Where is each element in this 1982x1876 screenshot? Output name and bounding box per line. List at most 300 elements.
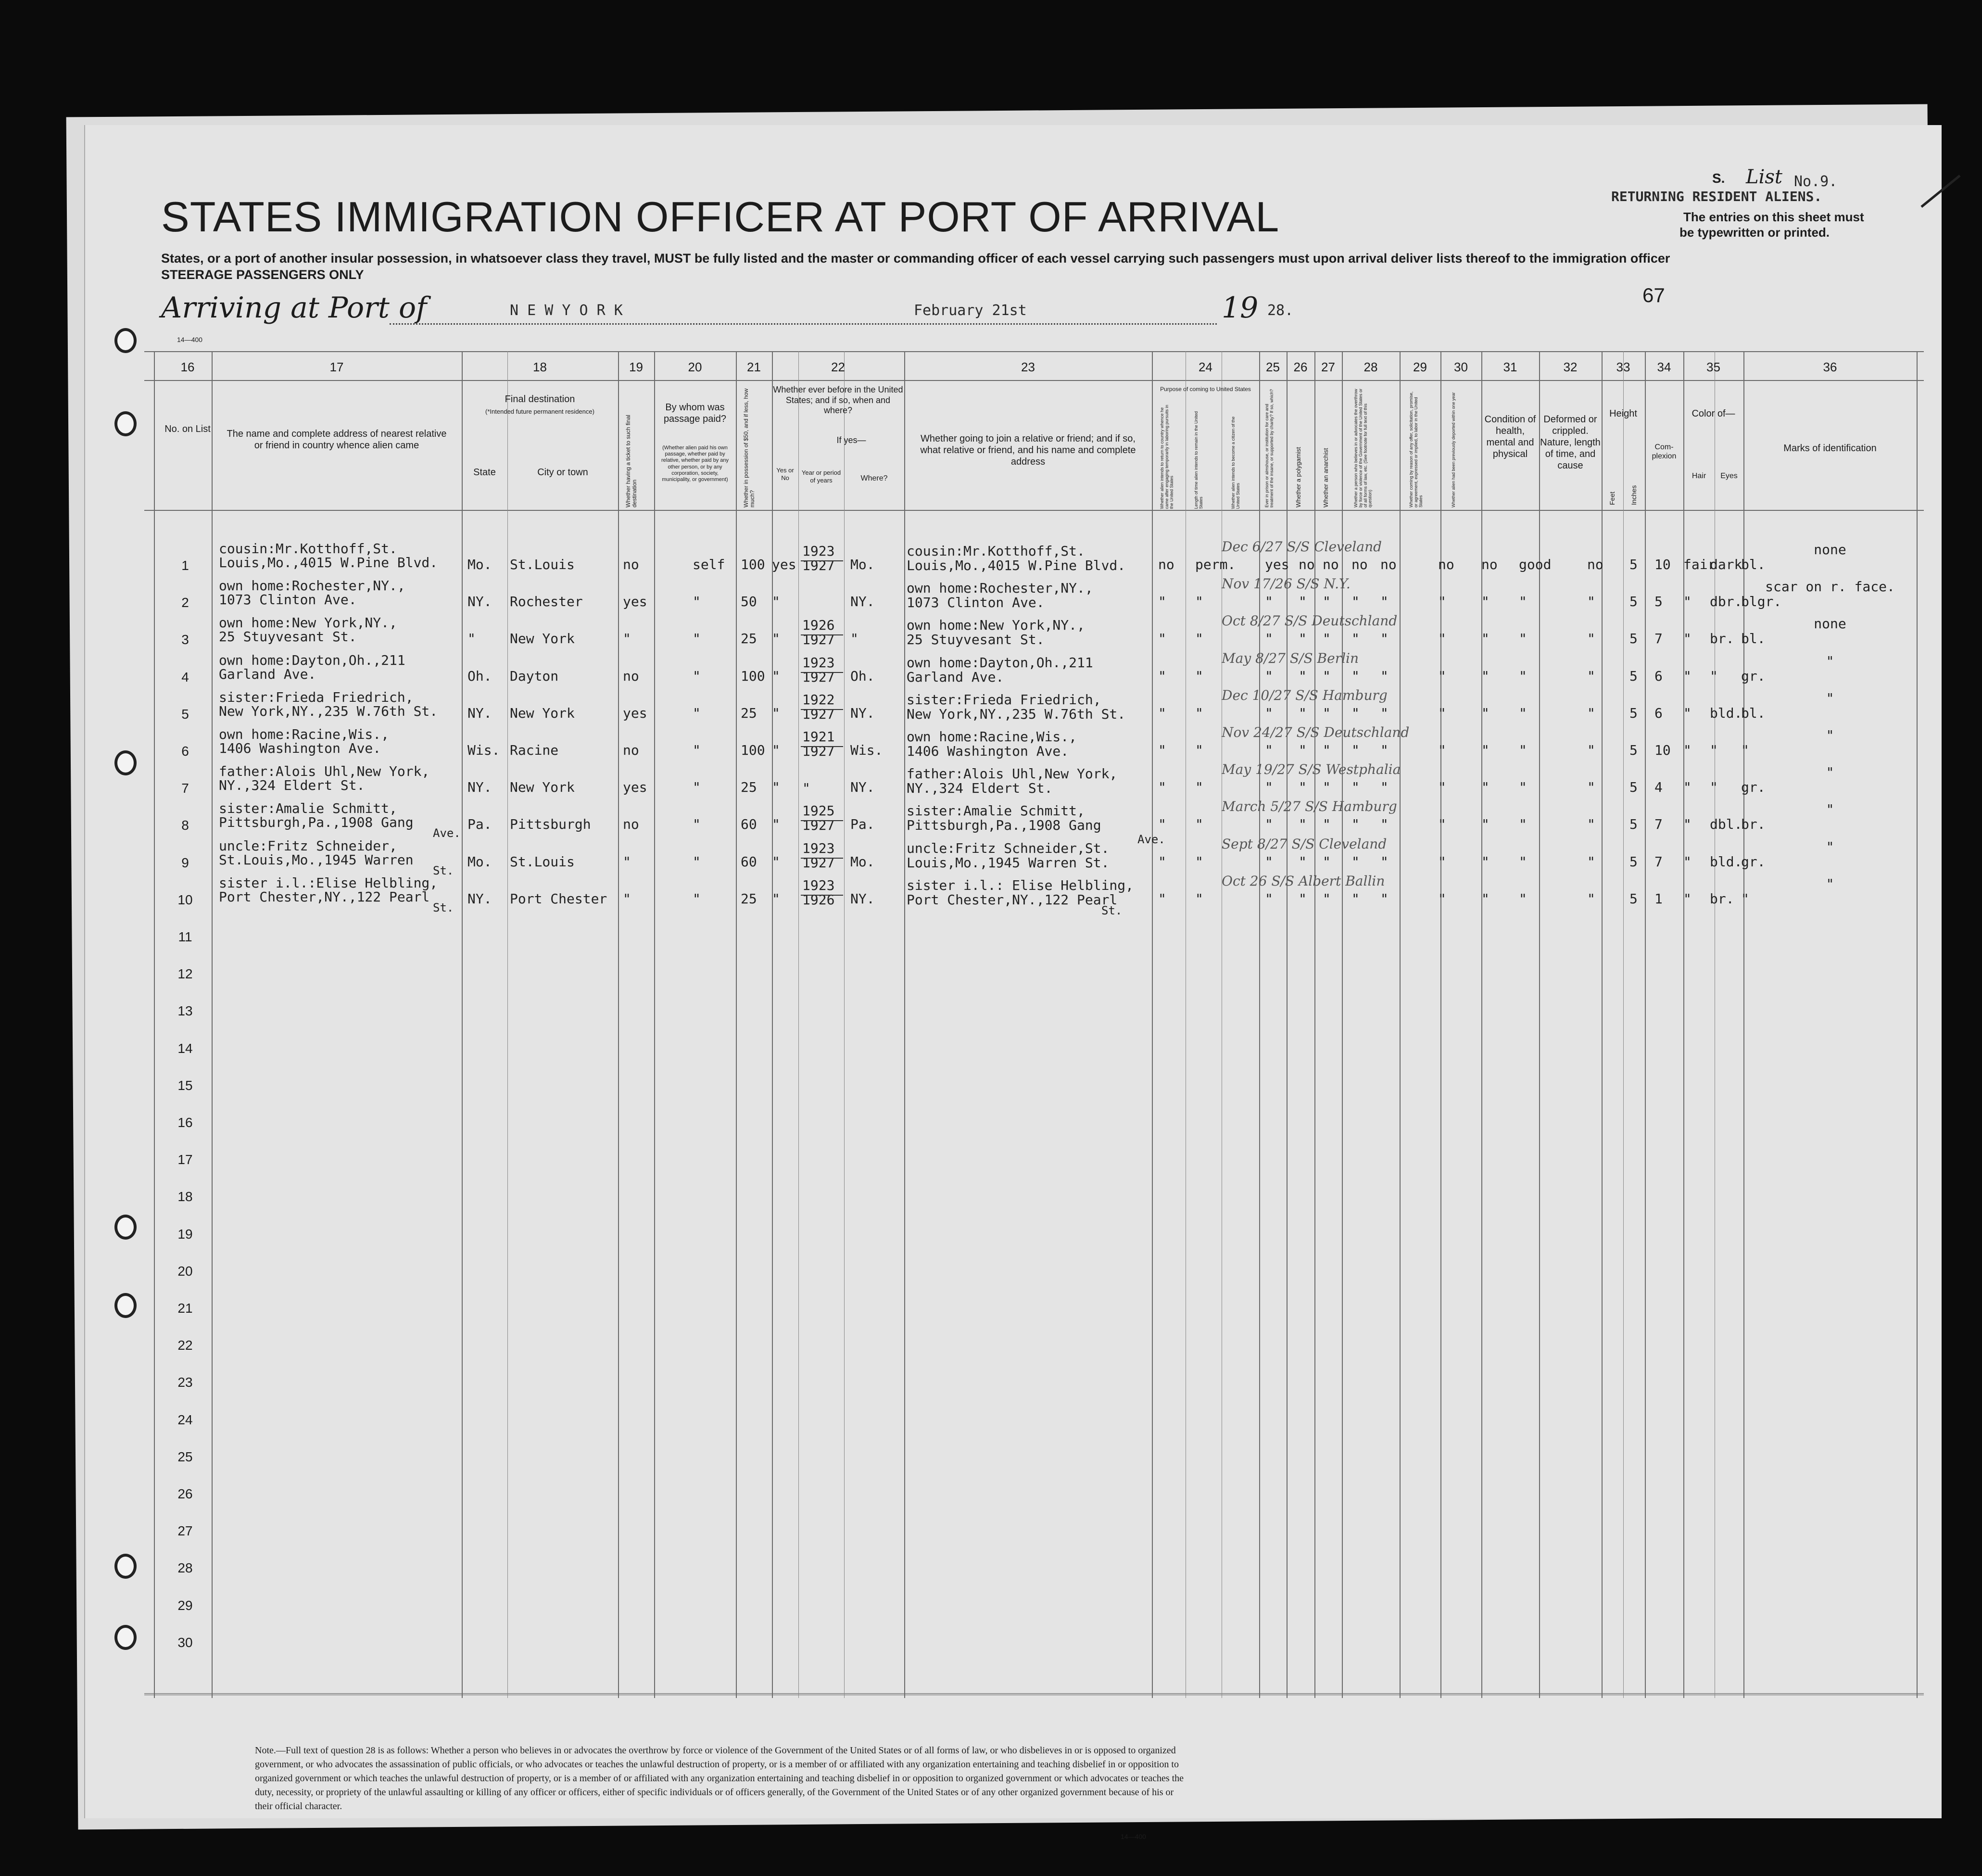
cell-relative-line-2: Pittsburgh,Pa.,1908 Gang <box>219 814 414 831</box>
cell-ever-before: " <box>772 668 780 684</box>
handwritten-annotation: Oct 26 S/S Albert Ballin <box>1222 873 1385 889</box>
cell-eye-color: bl. <box>1741 631 1766 647</box>
row-number: 14 <box>177 1040 193 1056</box>
cell-dest-state: NY. <box>467 594 492 610</box>
cell-ever-before: " <box>772 816 780 833</box>
header-deported: Whether alien had been previously deported within one year <box>1451 392 1456 507</box>
cell-join-line-2: Louis,Mo.,1945 Warren St. <box>907 854 1110 871</box>
cell-ticket: yes <box>623 779 647 796</box>
cell-return-intent: " <box>1158 668 1166 684</box>
row-number: 7 <box>181 781 189 796</box>
year-prefix: 19 <box>1222 291 1259 325</box>
cell-money: 100 <box>741 557 765 572</box>
cell-join-line-1b: Ave. <box>1137 832 1165 846</box>
cell-labor-offer: " <box>1438 631 1446 647</box>
cell-dest-city: St.Louis <box>510 557 575 572</box>
cell-complexion: " <box>1683 631 1692 647</box>
header-complexion: Com-plexion <box>1652 443 1677 461</box>
cell-prison: " <box>1299 853 1307 870</box>
cell-deported: " <box>1481 816 1490 833</box>
cell-q28: " <box>1380 853 1389 870</box>
cell-labor-offer: " <box>1438 816 1446 833</box>
cell-where-before: Pa. <box>850 816 875 833</box>
cell-deported: " <box>1481 853 1490 870</box>
cell-q28: " <box>1380 779 1389 796</box>
cell-dest-state: Oh. <box>467 668 492 684</box>
cell-year-last: 1927 <box>802 743 835 759</box>
cell-health: " <box>1519 742 1527 758</box>
cell-labor-offer: " <box>1438 742 1446 758</box>
cell-ever-before: yes <box>772 557 796 572</box>
row-number: 2 <box>181 595 189 610</box>
cell-ticket: no <box>623 816 639 833</box>
cell-year-first: 1926 <box>802 617 835 634</box>
row-number: 3 <box>181 632 189 647</box>
row-number: 22 <box>177 1338 193 1353</box>
cell-complexion: " <box>1683 779 1692 796</box>
cell-relative-line-3: Ave. <box>433 826 461 840</box>
colnum-28: 28 <box>1363 360 1378 374</box>
cell-prison: " <box>1299 631 1307 647</box>
cell-length-stay: " <box>1195 742 1203 758</box>
colnum-31: 31 <box>1503 360 1517 374</box>
header-inches: Inches <box>1630 485 1638 505</box>
cell-year-first: 1923 <box>802 877 835 893</box>
cell-return-intent: " <box>1158 890 1166 907</box>
cell-length-stay: " <box>1195 816 1203 833</box>
cell-dest-state: NY. <box>467 705 492 721</box>
cell-marks: scar on r. face. <box>1765 579 1895 595</box>
colnum-23: 23 <box>1021 360 1035 374</box>
cell-citizen-intent: " <box>1265 779 1273 796</box>
cell-labor-offer: no <box>1438 557 1454 572</box>
cell-length-stay: " <box>1195 594 1203 610</box>
handwritten-annotation: Sept 8/27 S/S Cleveland <box>1222 836 1387 852</box>
cell-join-line-1: cousin:Mr.Kotthoff,St. <box>907 543 1085 559</box>
row-number: 6 <box>181 744 189 759</box>
cell-deformed: " <box>1587 816 1595 833</box>
cell-join-line-1: own home:New York,NY., <box>907 617 1085 634</box>
binder-ring-icon <box>114 1215 137 1240</box>
cell-length-stay: " <box>1195 779 1203 796</box>
cell-passage-paid: " <box>693 742 701 758</box>
cell-prison: " <box>1299 705 1307 721</box>
cell-polygamist: " <box>1323 853 1331 870</box>
footnote-q28: Note.—Full text of question 28 is as follows: Whether a person who believes in or advocates the overthrow by force or violence of the Government of the United States or of all forms of law, or who disbelieves in or is opposed to organized government, or who advocates the assassination of public officials, or who advocates or teaches the unlawful destruction of property, or is a member of or affiliated with any organization entertaining and teaching disbelief in or opposition to organized government or which teaches the unlawful destruction of property, or is a member of or affiliated with any organization entertaining and teaching disbelief in or opposition to organized government or which advocates or teaches the duty, necessity, or propriety of the unlawful assaulting or killing of any officer or officers, either of specific individuals or of officers generally, of the Government of the United States or of any other organized government because of his or their official character. <box>255 1745 1184 1812</box>
cell-year-first: 1923 <box>802 840 835 856</box>
handwritten-annotation: Nov 24/27 S/S Deutschland <box>1222 724 1410 740</box>
cell-join-line-1: father:Alois Uhl,New York, <box>907 766 1118 782</box>
cell-anarchist: " <box>1351 668 1360 684</box>
colnum-24: 24 <box>1199 360 1212 374</box>
cell-dest-state: Mo. <box>467 853 492 870</box>
cell-citizen-intent: " <box>1265 668 1273 684</box>
cell-relative-line-1: uncle:Fritz Schneider, <box>219 837 397 854</box>
col-line <box>1539 351 1540 1698</box>
row-number: 26 <box>177 1486 193 1501</box>
row-number: 15 <box>177 1077 193 1093</box>
col-line <box>1743 351 1744 1698</box>
cell-return-intent: " <box>1158 742 1166 758</box>
cell-height-feet: 5 <box>1629 816 1638 833</box>
cell-join-line-2: Pittsburgh,Pa.,1908 Gang <box>907 817 1101 834</box>
cell-ticket: " <box>623 853 631 870</box>
list-type: RETURNING RESIDENT ALIENS. <box>1611 189 1822 204</box>
cell-eye-color: bl. <box>1741 557 1766 572</box>
cell-money: 50 <box>741 594 757 610</box>
cell-join-line-2: 25 Stuyvesant St. <box>907 632 1045 648</box>
row-number: 12 <box>177 966 193 982</box>
cell-marks: " <box>1826 690 1834 706</box>
colnum-36: 36 <box>1823 360 1837 374</box>
cell-deformed: " <box>1587 705 1595 721</box>
cell-citizen-intent: " <box>1265 631 1273 647</box>
cell-ever-before: " <box>772 742 780 758</box>
cell-return-intent: " <box>1158 816 1166 833</box>
col-line <box>772 351 773 1698</box>
handwritten-annotation: Oct 8/27 S/S Deutschland <box>1222 613 1398 629</box>
cell-health: " <box>1519 668 1527 684</box>
cell-join-line-2: Port Chester,NY.,122 Pearl <box>907 891 1118 908</box>
cell-labor-offer: " <box>1438 705 1446 721</box>
cell-anarchist: " <box>1351 705 1360 721</box>
col-line <box>1152 351 1153 1698</box>
header-length-stay: Length of time alien intends to remain in the United States <box>1194 411 1203 509</box>
cell-anarchist: " <box>1351 779 1360 796</box>
grid-line <box>144 510 1924 511</box>
cell-passage-paid: " <box>693 779 701 796</box>
header-state: State <box>473 467 496 478</box>
cell-health: " <box>1519 890 1527 907</box>
cell-q28: " <box>1380 705 1389 721</box>
colnum-33: 33 <box>1616 360 1630 374</box>
header-citizen-intent: Whether alien intends to become a citizen of the United States <box>1231 416 1240 509</box>
handwritten-annotation: Dec 10/27 S/S Hamburg <box>1222 687 1388 703</box>
colnum-29: 29 <box>1413 360 1427 374</box>
entries-note-2: be typewritten or printed. <box>1679 225 1830 240</box>
header-polygamist: Whether a polygamist <box>1295 447 1302 507</box>
cell-return-intent: no <box>1158 557 1174 572</box>
cell-polygamist: " <box>1323 890 1331 907</box>
cell-health: " <box>1519 816 1527 833</box>
cell-money: 60 <box>741 816 757 833</box>
cell-join-line-2: 1073 Clinton Ave. <box>907 595 1045 611</box>
cell-hair-color: dbl. <box>1710 816 1742 833</box>
cell-deported: no <box>1481 557 1498 572</box>
col-line <box>1683 351 1684 1698</box>
cell-dest-city: Rochester <box>510 594 583 610</box>
header-join-relative: Whether going to join a relative or friend; and if so, what relative or friend, and his name and complete address <box>920 433 1136 467</box>
cell-health: good <box>1519 557 1552 572</box>
cell-prison: " <box>1299 594 1307 610</box>
cell-relative-line-1: own home:Dayton,Oh.,211 <box>219 652 405 668</box>
cell-relative-line-1: own home:Rochester,NY., <box>219 578 405 594</box>
cell-q28: " <box>1380 631 1389 647</box>
cell-year-last: 1927 <box>802 817 835 834</box>
cell-anarchist: " <box>1351 890 1360 907</box>
cell-year-first: 1921 <box>802 729 835 745</box>
cell-join-line-2: 1406 Washington Ave. <box>907 743 1069 759</box>
year-divider <box>801 895 843 896</box>
cell-health: " <box>1519 853 1527 870</box>
cell-where-before: NY. <box>850 594 875 610</box>
cell-complexion: " <box>1683 668 1692 684</box>
cell-deformed: " <box>1587 890 1595 907</box>
cell-where-before: Oh. <box>850 668 875 684</box>
cell-year-last: 1926 <box>802 891 835 908</box>
cell-length-stay: " <box>1195 631 1203 647</box>
colnum-32: 32 <box>1563 360 1578 374</box>
cell-where-before: NY. <box>850 779 875 796</box>
cell-relative-line-1: own home:Racine,Wis., <box>219 726 390 742</box>
cell-height-inches: 5 <box>1654 594 1663 610</box>
row-number: 27 <box>177 1523 193 1539</box>
cell-dest-state: Wis. <box>467 742 500 758</box>
cell-height-inches: 10 <box>1654 742 1671 758</box>
cell-ticket: yes <box>623 594 647 610</box>
row-number: 1 <box>181 558 189 573</box>
cell-relative-line-2: Port Chester,NY.,122 Pearl <box>219 888 430 905</box>
row-number: 17 <box>177 1152 193 1167</box>
cell-complexion: " <box>1683 890 1692 907</box>
cell-height-inches: 4 <box>1654 779 1663 796</box>
cell-deported: " <box>1481 742 1490 758</box>
header-no-on-list: No. on List <box>164 424 211 434</box>
cell-dest-city: Port Chester <box>510 890 607 907</box>
cell-relative-line-2: NY.,324 Eldert St. <box>219 777 365 794</box>
cell-prison: " <box>1299 668 1307 684</box>
year-divider <box>801 634 843 635</box>
cell-height-feet: 5 <box>1629 631 1638 647</box>
col-line <box>1645 351 1646 1698</box>
form-number: 14—400 <box>177 336 202 343</box>
cell-passage-paid: " <box>693 890 701 907</box>
colnum-25: 25 <box>1266 360 1280 374</box>
row-number: 30 <box>177 1635 193 1650</box>
cell-ticket: no <box>623 557 639 572</box>
grid-line <box>144 351 1924 352</box>
cell-money: 25 <box>741 631 757 647</box>
row-number: 4 <box>181 669 189 684</box>
handwritten-annotation: May 19/27 S/S Westphalia <box>1222 761 1401 778</box>
cell-eye-color: " <box>1741 890 1749 907</box>
cell-dest-state: " <box>467 631 476 647</box>
cell-health: " <box>1519 779 1527 796</box>
header-hair: Hair <box>1692 472 1706 480</box>
cell-anarchist: " <box>1351 631 1360 647</box>
cell-deformed: " <box>1587 631 1595 647</box>
cell-passage-paid: self <box>693 557 725 572</box>
row-number: 8 <box>181 818 189 833</box>
cell-deformed: " <box>1587 779 1595 796</box>
cell-deported: " <box>1481 631 1490 647</box>
cell-join-line-2: Louis,Mo.,4015 W.Pine Blvd. <box>907 558 1126 573</box>
cell-polygamist: " <box>1323 631 1331 647</box>
header-if-yes: If yes— <box>836 435 866 445</box>
cell-hair-color: " <box>1710 668 1718 684</box>
header-ever-before: Whether ever before in the United States; and if so, when and where? <box>773 385 903 416</box>
col-line <box>798 351 799 1698</box>
cell-q28: " <box>1380 890 1389 907</box>
cell-money: 100 <box>741 742 765 758</box>
row-number: 16 <box>177 1115 193 1130</box>
row-number: 20 <box>177 1263 193 1279</box>
year-divider <box>801 858 843 859</box>
colnum-30: 30 <box>1454 360 1468 374</box>
colnum-17: 17 <box>329 360 344 374</box>
cell-health: " <box>1519 594 1527 610</box>
binder-ring-icon <box>114 1625 137 1650</box>
cell-year-last: 1927 <box>802 558 835 573</box>
header-q28: Whether a person who believes in or advocates the overthrow by force or violence of the Government of the United States or of all forms of law, etc. (See footnote for full text of this question) <box>1353 388 1373 507</box>
cell-eye-color: " <box>1741 742 1749 758</box>
cell-eye-color: gr. <box>1741 779 1766 796</box>
cell-return-intent: " <box>1158 853 1166 870</box>
cell-length-stay: " <box>1195 853 1203 870</box>
cell-join-line-1: sister:Amalie Schmitt, <box>907 803 1085 819</box>
col-line <box>1917 351 1918 1698</box>
col-line <box>1623 351 1624 1698</box>
cell-relative-line-1: own home:New York,NY., <box>219 615 397 631</box>
cell-q28: " <box>1380 668 1389 684</box>
cell-relative-line-1: sister:Frieda Friedrich, <box>219 689 414 705</box>
cell-marks: " <box>1826 653 1834 669</box>
cell-join-line-2: New York,NY.,235 W.76th St. <box>907 706 1126 722</box>
cell-money: 100 <box>741 668 765 684</box>
cell-polygamist: no <box>1323 557 1339 572</box>
cell-anarchist: " <box>1351 742 1360 758</box>
colnum-34: 34 <box>1657 360 1671 374</box>
cell-height-feet: 5 <box>1629 853 1638 870</box>
col-line <box>904 351 905 1698</box>
cell-deformed: " <box>1587 594 1595 610</box>
port-value: N E W Y O R K <box>510 302 623 319</box>
grid-line <box>144 380 1924 381</box>
cell-eye-color: gr. <box>1741 853 1766 870</box>
cell-citizen-intent: " <box>1265 816 1273 833</box>
cell-height-inches: 7 <box>1654 631 1663 647</box>
arriving-label: Arriving at Port of <box>161 291 427 325</box>
cell-marks: " <box>1826 764 1834 781</box>
cell-marks: " <box>1826 801 1834 818</box>
list-number: No.9. <box>1794 173 1838 190</box>
cell-ever-before: " <box>772 779 780 796</box>
cell-q28: " <box>1380 742 1389 758</box>
col-line <box>844 351 845 1698</box>
checkmark-icon <box>1919 173 1962 212</box>
row-number: 11 <box>178 929 192 944</box>
header-money: Whether in possession of $50, and if less, how much? <box>743 388 756 507</box>
cell-hair-color: dark <box>1710 557 1742 572</box>
header-yes-no: Yes or No <box>776 467 794 482</box>
cell-join-line-2: NY.,324 Eldert St. <box>907 780 1053 797</box>
header-relative-address: The name and complete address of nearest relative or friend in country whence alien came <box>227 429 447 451</box>
handwritten-annotation: March 5/27 S/S Hamburg <box>1222 799 1397 815</box>
grid-line <box>144 1693 1924 1695</box>
cell-passage-paid: " <box>693 816 701 833</box>
col-line <box>1440 351 1441 1698</box>
row-number: 13 <box>177 1003 193 1019</box>
colnum-26: 26 <box>1293 360 1308 374</box>
cell-join-line-3: St. <box>1101 903 1123 917</box>
cell-health: " <box>1519 631 1527 647</box>
cell-where-before: NY. <box>850 890 875 907</box>
colnum-22: 22 <box>831 360 845 374</box>
cell-height-inches: 1 <box>1654 890 1663 907</box>
cell-anarchist: " <box>1351 853 1360 870</box>
cell-dest-state: NY. <box>467 779 492 796</box>
cell-relative-line-2: 1406 Washington Ave. <box>219 740 381 756</box>
header-height: Height <box>1609 408 1637 419</box>
cell-anarchist: no <box>1351 557 1368 572</box>
col-line <box>507 351 508 1698</box>
cell-length-stay: " <box>1195 668 1203 684</box>
colnum-27: 27 <box>1321 360 1335 374</box>
cell-hair-color: dbr. <box>1710 594 1742 610</box>
cell-relative-line-2: New York,NY.,235 W.76th St. <box>219 703 438 719</box>
cell-dest-state: Mo. <box>467 557 492 572</box>
cell-eye-color: br. <box>1741 816 1766 833</box>
row-number: 21 <box>177 1301 193 1316</box>
cell-height-feet: 5 <box>1629 779 1638 796</box>
header-ticket: Whether having a ticket to such final destination <box>625 415 638 507</box>
handwritten-annotation: May 8/27 S/S Berlin <box>1222 650 1359 666</box>
binder-ring-icon <box>114 411 137 436</box>
header-final-destination: Final destination <box>505 394 575 405</box>
cell-ever-before: " <box>772 594 780 610</box>
cell-marks: " <box>1826 875 1834 892</box>
cell-labor-offer: " <box>1438 853 1446 870</box>
cell-marks: " <box>1826 727 1834 743</box>
cell-labor-offer: " <box>1438 890 1446 907</box>
row-number: 9 <box>181 855 189 870</box>
row-number: 25 <box>177 1449 193 1464</box>
cell-passage-paid: " <box>693 594 701 610</box>
cell-hair-color: br. <box>1710 890 1734 907</box>
cell-money: 25 <box>741 779 757 796</box>
handwritten-annotation: Nov 17/26 S/S N.Y. <box>1222 576 1351 592</box>
row-number: 10 <box>177 892 193 907</box>
cell-dest-city: Pittsburgh <box>510 816 591 833</box>
cell-height-feet: 5 <box>1629 890 1638 907</box>
cell-where-before: Mo. <box>850 557 875 572</box>
cell-year-last: 1927 <box>802 669 835 685</box>
binder-ring-icon <box>114 750 137 775</box>
cell-prison: no <box>1299 557 1315 572</box>
cell-year-first: 1923 <box>802 543 835 559</box>
cell-length-stay: " <box>1195 890 1203 907</box>
cell-prison: " <box>1299 816 1307 833</box>
cell-year-last: 1927 <box>802 632 835 648</box>
col-line <box>154 351 155 1698</box>
entries-note-1: The entries on this sheet must <box>1683 210 1864 224</box>
cell-complexion: " <box>1683 594 1692 610</box>
cell-dest-city: Racine <box>510 742 559 758</box>
cell-dest-state: NY. <box>467 890 492 907</box>
cell-return-intent: " <box>1158 631 1166 647</box>
year-divider <box>801 709 843 710</box>
year-divider <box>801 746 843 747</box>
row-number: 18 <box>177 1189 193 1204</box>
cell-where-before: Wis. <box>850 742 883 758</box>
year-value: 28. <box>1267 302 1294 319</box>
header-health: Condition of health, mental and physical <box>1484 414 1536 459</box>
header-prison: Ever in prison or almshouse, or institution for care and treatment of the insane, or supported by charity? If so, which? <box>1264 389 1274 507</box>
cell-relative-line-3: St. <box>433 900 454 914</box>
cell-ever-before: " <box>772 631 780 647</box>
cell-labor-offer: " <box>1438 668 1446 684</box>
cell-q28: no <box>1380 557 1397 572</box>
